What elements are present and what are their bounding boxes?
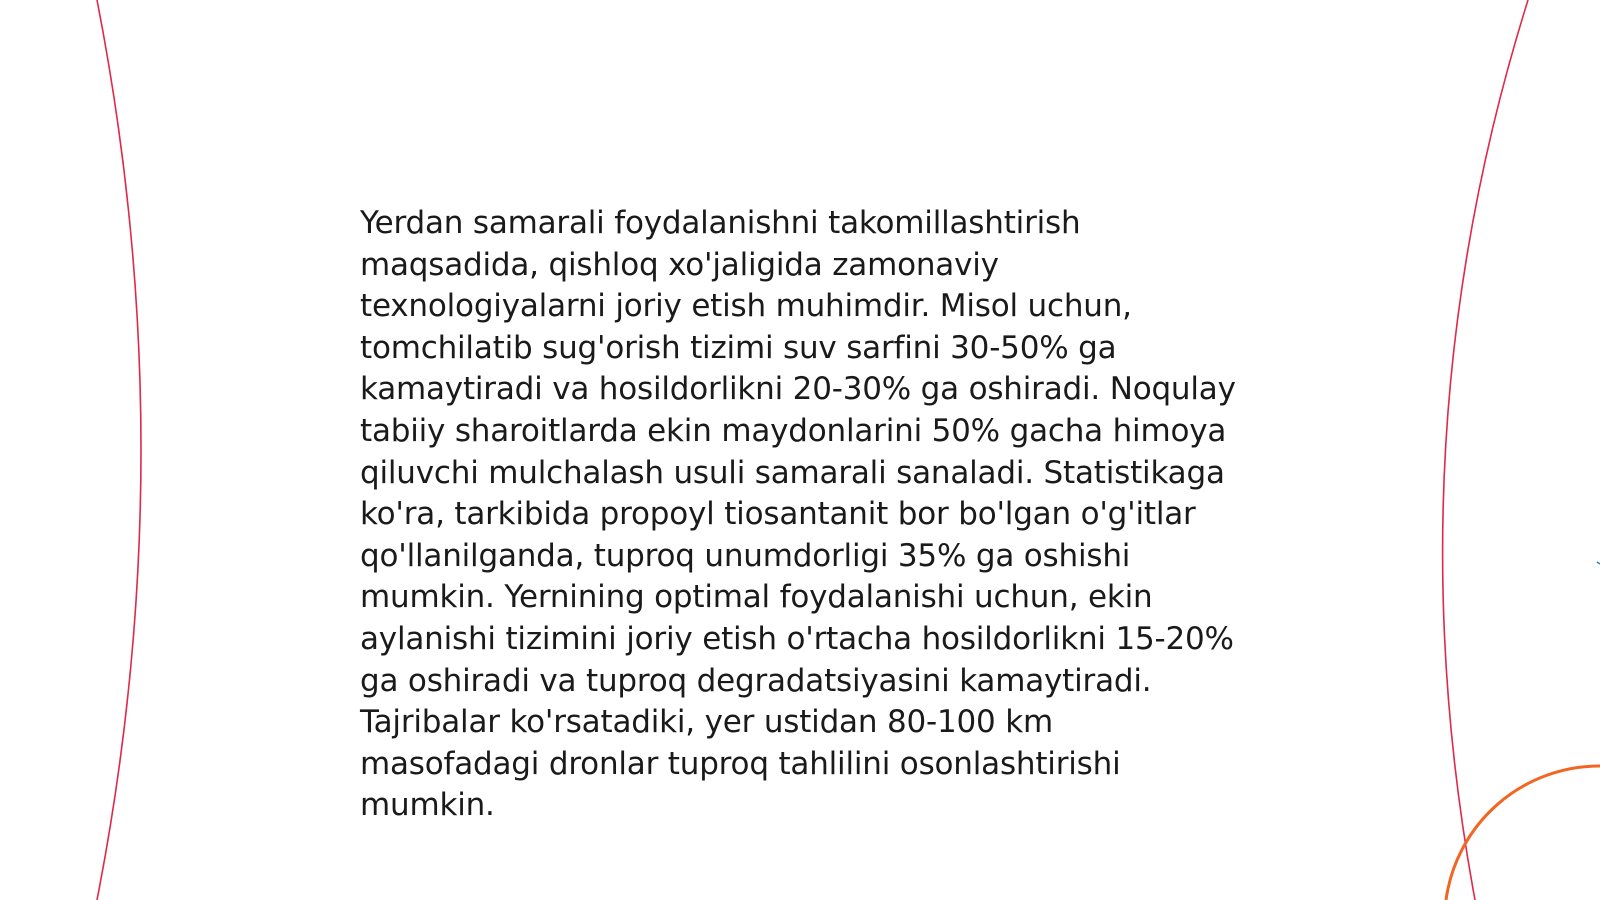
bottom-right-orange-arc: [1446, 766, 1600, 900]
left-curve-line: [97, 0, 141, 900]
right-curve-line: [1443, 0, 1528, 900]
slide-body-text: Yerdan samarali foydalanishni takomillashtirish maqsadida, qishloq xo'jaligida zamonaviy texnologiyalarni joriy etish muhimdir. Misol uchun, tomchilatib sug'orish tizimi suv sarfini 30-50% ga kamaytiradi va hosildorlikni 20-30% ga oshiradi. Noqulay tabiiy sharoitlarda ekin maydonlarini 50% gacha himoya qiluvchi mulchalash usuli samarali sanaladi. Statistikaga ko'ra, tarkibida propoyl tiosantanit bor bo'lgan o'g'itlar qo'llanilganda, tuproq unumdorligi 35% ga oshishi mumkin. Yernining optimal foydalanishi uchun, ekin aylanishi tizimini joriy etish o'rtacha hosildorlikni 15-20% ga oshiradi va tuproq degradatsiyasini kamaytiradi. Tajribalar ko'rsatadiki, yer ustidan 80-100 km masofadagi dronlar tuproq tahlilini osonlashtirishi mumkin.: [360, 205, 1236, 824]
